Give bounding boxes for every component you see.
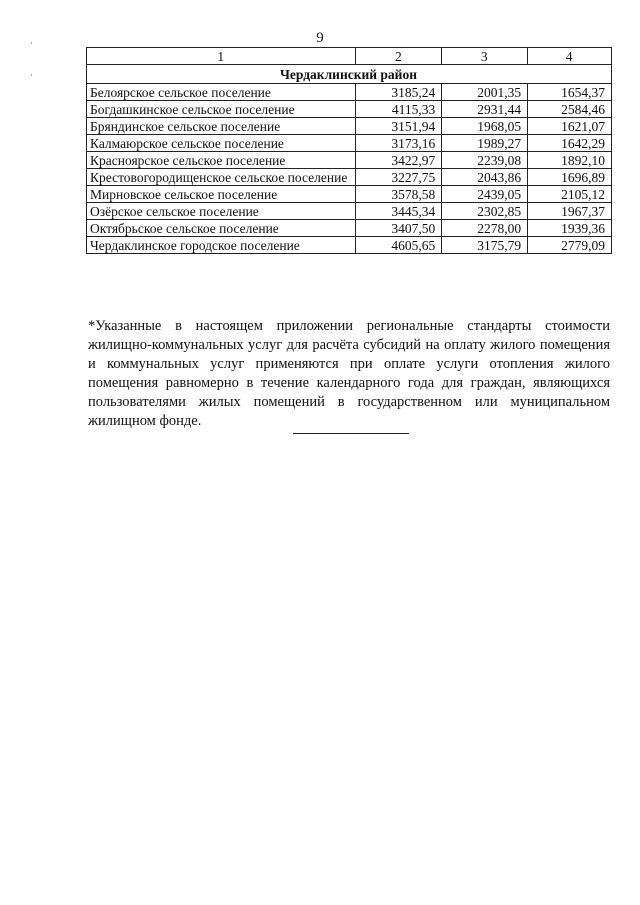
value-col-3: 2043,86	[442, 169, 528, 186]
value-col-4: 1939,36	[528, 220, 612, 237]
standards-table	[86, 47, 612, 254]
column-header-2: 2	[356, 48, 442, 65]
column-header-4: 4	[528, 48, 612, 65]
settlement-name: Бряндинское сельское поселение	[87, 118, 356, 135]
settlement-name: Богдашкинское сельское поселение	[87, 101, 356, 118]
footnote-text: *Указанные в настоящем приложении региональные стандарты стоимости жилищно-коммунальных услуг для расчёта субсидий на оплату жилого помещения и коммунальных услуг применяются при оплате услуги отопления жилого помещения равномерно в течение календарного года для граждан, являющихся пользователями жилых помещений в государственном или муниципальном жилищном фонде.	[88, 317, 610, 429]
table-header-row	[87, 48, 612, 65]
table-row	[87, 203, 612, 220]
value-col-4: 1892,10	[528, 152, 612, 169]
value-col-2: 3407,50	[356, 220, 442, 237]
value-col-4: 1654,37	[528, 84, 612, 101]
value-col-3: 2302,85	[442, 203, 528, 220]
value-col-3: 1968,05	[442, 118, 528, 135]
value-col-4: 1696,89	[528, 169, 612, 186]
table-row	[87, 118, 612, 135]
settlement-name: Калмаюрское сельское поселение	[87, 135, 356, 152]
value-col-2: 4115,33	[356, 101, 442, 118]
district-name: Чердаклинский район	[87, 65, 612, 84]
table-row	[87, 152, 612, 169]
table-row	[87, 220, 612, 237]
value-col-3: 3175,79	[442, 237, 528, 254]
column-header-1: 1	[87, 48, 356, 65]
value-col-3: 2278,00	[442, 220, 528, 237]
value-col-4: 1967,37	[528, 203, 612, 220]
value-col-4: 1642,29	[528, 135, 612, 152]
settlement-name: Мирновское сельское поселение	[87, 186, 356, 203]
value-col-3: 2439,05	[442, 186, 528, 203]
value-col-2: 3578,58	[356, 186, 442, 203]
value-col-3: 2001,35	[442, 84, 528, 101]
table-row	[87, 101, 612, 118]
district-row	[87, 65, 612, 84]
value-col-4: 1621,07	[528, 118, 612, 135]
settlement-name: Белоярское сельское поселение	[87, 84, 356, 101]
value-col-2: 3445,34	[356, 203, 442, 220]
column-header-3: 3	[442, 48, 528, 65]
value-col-3: 2239,08	[442, 152, 528, 169]
settlement-name: Октябрьское сельское поселение	[87, 220, 356, 237]
scan-artifact: ·	[30, 38, 33, 48]
table-row	[87, 169, 612, 186]
value-col-3: 2931,44	[442, 101, 528, 118]
settlement-name: Озёрское сельское поселение	[87, 203, 356, 220]
settlement-name: Крестовогородищенское сельское поселение	[87, 169, 356, 186]
page-number: 9	[316, 30, 324, 46]
value-col-2: 3151,94	[356, 118, 442, 135]
value-col-2: 3173,16	[356, 135, 442, 152]
table-row	[87, 186, 612, 203]
value-col-2: 3422,97	[356, 152, 442, 169]
table-row	[87, 84, 612, 101]
table-row	[87, 237, 612, 254]
value-col-4: 2584,46	[528, 101, 612, 118]
settlement-name: Чердаклинское городское поселение	[87, 237, 356, 254]
table-row	[87, 135, 612, 152]
value-col-3: 1989,27	[442, 135, 528, 152]
value-col-2: 3185,24	[356, 84, 442, 101]
settlement-name: Красноярское сельское поселение	[87, 152, 356, 169]
value-col-4: 2105,12	[528, 186, 612, 203]
value-col-2: 3227,75	[356, 169, 442, 186]
scan-artifact: ·	[30, 70, 33, 80]
separator-line	[293, 433, 409, 434]
value-col-4: 2779,09	[528, 237, 612, 254]
value-col-2: 4605,65	[356, 237, 442, 254]
